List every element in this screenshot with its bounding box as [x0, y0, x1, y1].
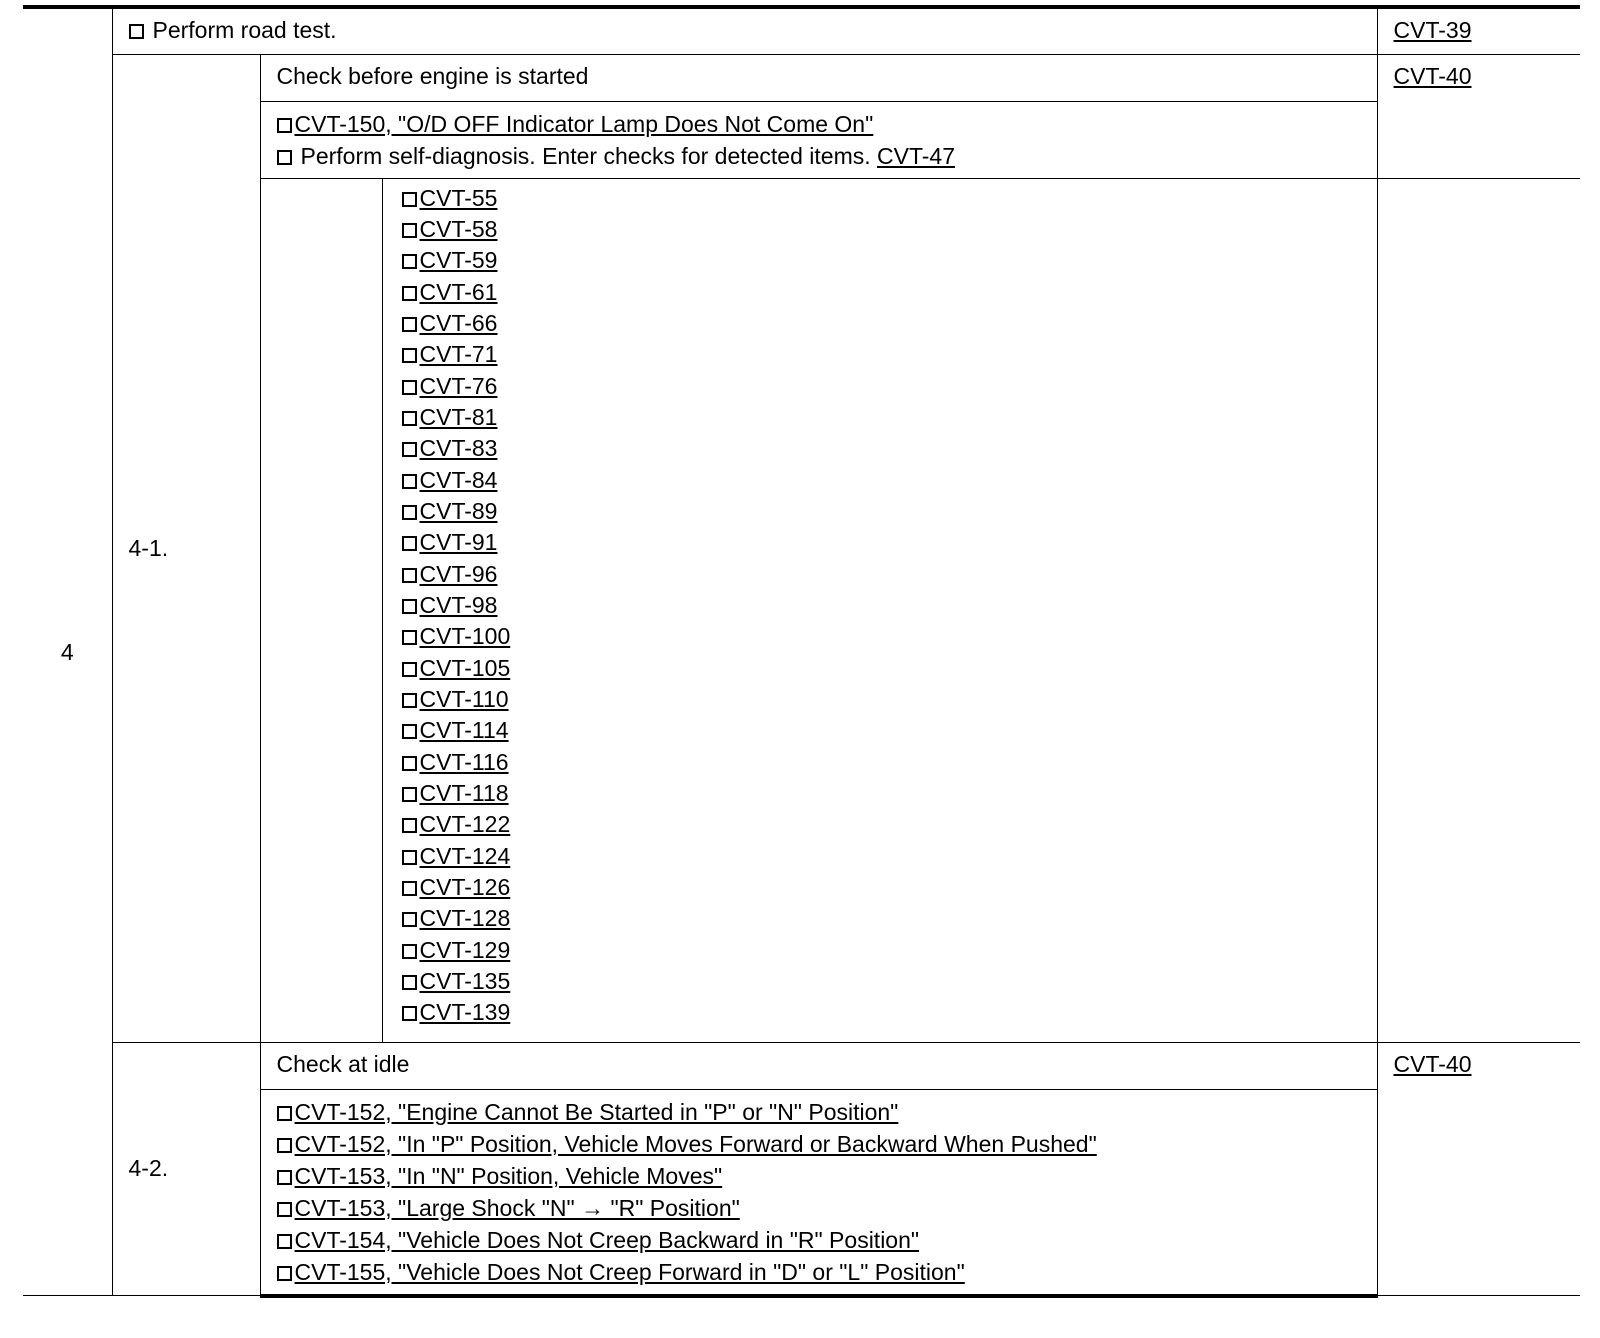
list-item: [402, 653, 1377, 684]
checkbox[interactable]: [402, 662, 417, 677]
dtc-link[interactable]: CVT-59: [419, 247, 498, 274]
dtc-link[interactable]: CVT-89: [419, 497, 498, 524]
list-item: [402, 214, 1377, 245]
symptom-link[interactable]: CVT-155, "Vehicle Does Not Creep Forward in "D" or "L" Position": [294, 1258, 965, 1285]
list-item: [402, 809, 1377, 840]
road-test-ref-link[interactable]: CVT-39: [1393, 17, 1472, 43]
dtc-link[interactable]: CVT-139: [419, 999, 511, 1026]
checkbox[interactable]: [402, 536, 417, 551]
list-item: [277, 1224, 1361, 1256]
checkbox[interactable]: [402, 756, 417, 771]
dtc-link[interactable]: CVT-128: [419, 905, 511, 932]
dtc-link[interactable]: CVT-71: [419, 341, 498, 368]
dtc-link[interactable]: CVT-76: [419, 372, 498, 399]
list-item: [402, 747, 1377, 778]
list-item: [402, 496, 1377, 527]
list-item: [402, 903, 1377, 934]
list-item: [402, 402, 1377, 433]
list-item: [402, 778, 1377, 809]
dtc-link[interactable]: CVT-55: [419, 184, 498, 211]
sub-4-1-items-cell: [260, 101, 1377, 178]
list-item: [277, 1192, 1361, 1224]
road-test-checkbox[interactable]: [129, 24, 144, 39]
list-item: [402, 277, 1377, 308]
list-item: [277, 1256, 1361, 1288]
dtc-ref-cell: [1377, 178, 1580, 1042]
checkbox[interactable]: [402, 944, 417, 959]
checkbox[interactable]: [402, 505, 417, 520]
list-item: [277, 140, 1361, 172]
sub-4-2-ref-link[interactable]: CVT-40: [1393, 1050, 1472, 1077]
dtc-link[interactable]: CVT-98: [419, 591, 498, 618]
checkbox[interactable]: [277, 1138, 292, 1153]
checkbox[interactable]: [402, 380, 417, 395]
dtc-link[interactable]: CVT-118: [419, 780, 509, 807]
list-item: [402, 308, 1377, 339]
list-item: [402, 371, 1377, 402]
sub-4-2-heading-cell: [260, 1042, 1377, 1089]
checkbox[interactable]: [402, 254, 417, 269]
list-item: [402, 621, 1377, 652]
sub-4-1-ref-cell: [1377, 54, 1580, 178]
checkbox[interactable]: [277, 150, 292, 165]
dtc-link[interactable]: CVT-105: [419, 654, 511, 681]
checkbox[interactable]: [277, 118, 292, 133]
checkbox[interactable]: [402, 568, 417, 583]
road-test-ref-cell: [1377, 7, 1580, 54]
dtc-link[interactable]: CVT-84: [419, 466, 498, 493]
list-item: [402, 872, 1377, 903]
checkbox[interactable]: [402, 850, 417, 865]
checkbox[interactable]: [277, 1170, 292, 1185]
checkbox[interactable]: [402, 317, 417, 332]
list-item: [402, 715, 1377, 746]
dtc-link[interactable]: CVT-100: [419, 623, 511, 650]
checkbox[interactable]: [402, 223, 417, 238]
checkbox[interactable]: [402, 912, 417, 927]
sub-4-1-ref-link[interactable]: CVT-40: [1393, 62, 1472, 89]
checkbox[interactable]: [277, 1106, 292, 1121]
road-test-cell: [112, 7, 1377, 54]
list-item: [402, 245, 1377, 276]
checkbox[interactable]: [402, 787, 417, 802]
checkbox[interactable]: [402, 442, 417, 457]
dtc-spacer: [261, 179, 383, 1042]
list-item: [402, 339, 1377, 370]
checkbox[interactable]: [402, 192, 417, 207]
dtc-inner-table: [261, 179, 1377, 1042]
list-item: [402, 183, 1377, 214]
sub-step-4-2-label: 4-2.: [112, 1042, 260, 1296]
symptom-link[interactable]: CVT-153, "Large Shock "N" → "R" Position": [294, 1194, 740, 1221]
dtc-link[interactable]: CVT-129: [419, 936, 511, 963]
list-item: [402, 684, 1377, 715]
sub-4-2-items-cell: [260, 1089, 1377, 1296]
checkbox[interactable]: [402, 975, 417, 990]
checkbox[interactable]: [402, 881, 417, 896]
inspection-table: [23, 5, 1580, 1298]
indicator-lamp-link[interactable]: CVT-150, "O/D OFF Indicator Lamp Does Not Come On": [294, 110, 874, 137]
dtc-link[interactable]: CVT-66: [419, 309, 498, 336]
list-item: [277, 1096, 1361, 1128]
list-item: [402, 997, 1377, 1028]
dtc-link[interactable]: CVT-135: [419, 968, 511, 995]
list-item: [277, 1128, 1361, 1160]
list-item: [402, 465, 1377, 496]
dtc-link[interactable]: CVT-122: [419, 811, 511, 838]
dtc-link[interactable]: CVT-114: [419, 717, 509, 744]
sub-4-2-heading: Check at idle: [276, 1050, 410, 1077]
checkbox[interactable]: [402, 348, 417, 363]
self-diagnosis-text: Perform self-diagnosis. Enter checks for detected items.: [300, 142, 871, 169]
sub-4-1-heading-cell: [260, 54, 1377, 101]
dtc-link[interactable]: CVT-96: [419, 560, 498, 587]
list-item: [402, 527, 1377, 558]
symptom-link[interactable]: CVT-152, "In "P" Position, Vehicle Moves Forward or Backward When Pushed": [294, 1130, 1097, 1157]
dtc-link[interactable]: CVT-83: [419, 435, 498, 462]
checkbox[interactable]: [402, 599, 417, 614]
list-item: [402, 935, 1377, 966]
dtc-list-cell: [260, 178, 1377, 1042]
list-item: [402, 841, 1377, 872]
checkbox[interactable]: [402, 411, 417, 426]
step-number: 4: [23, 7, 112, 1296]
list-item: [402, 590, 1377, 621]
checkbox[interactable]: [402, 724, 417, 739]
dtc-link[interactable]: CVT-58: [419, 215, 498, 242]
symptom-link[interactable]: CVT-154, "Vehicle Does Not Creep Backward in "R" Position": [294, 1226, 920, 1253]
sub-4-2-ref-cell: [1377, 1042, 1580, 1296]
checkbox[interactable]: [277, 1202, 292, 1217]
self-diagnosis-link[interactable]: CVT-47: [877, 142, 956, 169]
dtc-list: [382, 179, 1377, 1042]
list-item: [277, 108, 1361, 140]
dtc-link[interactable]: CVT-91: [419, 529, 498, 556]
checkbox[interactable]: [402, 474, 417, 489]
checkbox[interactable]: [402, 818, 417, 833]
road-test-text: Perform road test.: [152, 17, 337, 43]
dtc-link[interactable]: CVT-126: [419, 874, 511, 901]
dtc-link[interactable]: CVT-81: [419, 403, 498, 430]
dtc-link[interactable]: CVT-110: [419, 686, 509, 712]
checkbox[interactable]: [402, 1006, 417, 1021]
list-item: [402, 559, 1377, 590]
dtc-link[interactable]: CVT-61: [419, 278, 498, 305]
checkbox[interactable]: [402, 693, 417, 708]
checkbox[interactable]: [277, 1266, 292, 1281]
dtc-link[interactable]: CVT-124: [419, 842, 511, 869]
list-item: [277, 1160, 1361, 1192]
list-item: [402, 966, 1377, 997]
symptom-link[interactable]: CVT-153, "In "N" Position, Vehicle Moves": [294, 1162, 723, 1189]
sub-4-1-heading: Check before engine is started: [276, 62, 589, 89]
list-item: [402, 433, 1377, 464]
checkbox[interactable]: [402, 630, 417, 645]
dtc-link[interactable]: CVT-116: [419, 748, 509, 775]
symptom-link[interactable]: CVT-152, "Engine Cannot Be Started in "P" or "N" Position": [294, 1098, 899, 1125]
checkbox[interactable]: [402, 286, 417, 301]
checkbox[interactable]: [277, 1234, 292, 1249]
sub-step-4-1-label: 4-1.: [112, 54, 260, 1042]
